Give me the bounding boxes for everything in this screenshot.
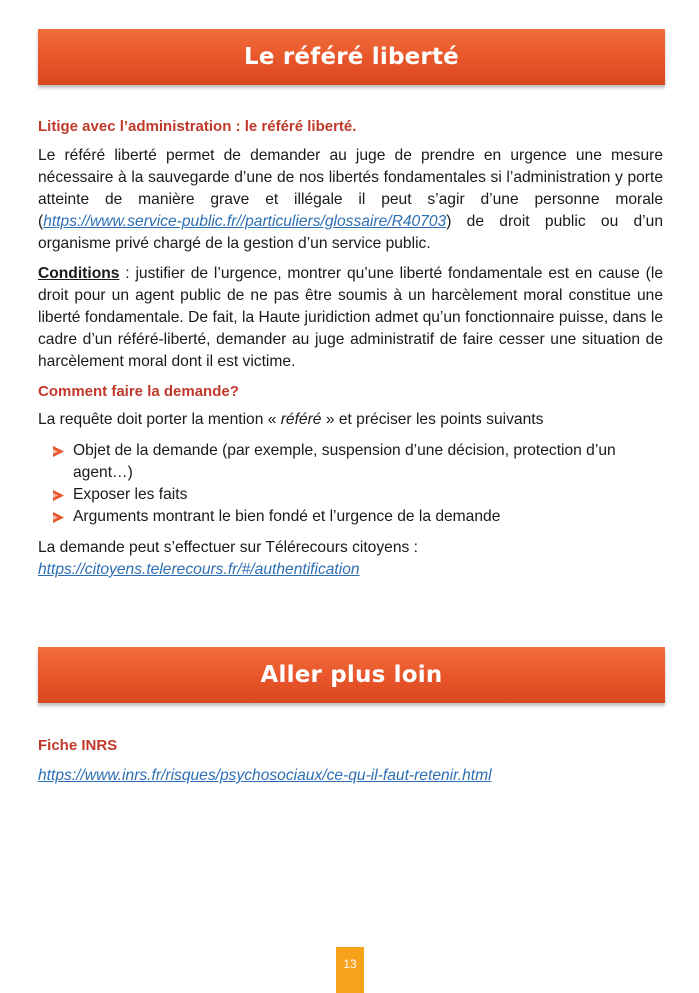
service-public-link[interactable]: https://www.service-public.fr//particuliers/glossaire/R40703 [43,213,447,230]
paragraph-conditions [38,263,663,373]
bullet-text: Exposer les faits [73,486,188,503]
triangle-arrow-icon [52,511,65,524]
section-banner-aller-plus-loin [38,647,665,703]
subheading-fiche-inrs: Fiche INRS [38,737,118,754]
requete-text: La requête doit porter la mention « [38,411,281,428]
triangle-arrow-icon [52,489,65,502]
paragraph-requete [38,409,663,431]
conditions-label: Conditions [38,265,120,282]
intro-text: Le référé liberté permet de demander au juge de prendre en urgence une mesure nécessaire à la sauvegarde d’une de nos libertés fondamentales si l’administration y porte atteinte de manière grave et illégale il peut s’agir d’une personne morale ( [38,147,663,230]
paragraph-telerecours [38,537,663,581]
triangle-arrow-icon [52,445,65,458]
subheading-litige: Litige avec l’administration : le référé liberté. [38,118,357,135]
section-referé-content [38,118,663,581]
list-item [38,440,663,484]
section-title: Aller plus loin [260,662,443,688]
section-title: Le référé liberté [244,44,459,70]
telerecours-link[interactable]: https://citoyens.telerecours.fr/#/authentification [38,561,360,578]
list-item [38,484,663,506]
section-banner-referé [38,29,665,85]
bullet-list [38,440,663,528]
requete-text-end: » et préciser les points suivants [321,411,544,428]
intro-text-end: ) de droit public ou d’un organisme privé chargé de la gestion d’un service public. [38,213,663,252]
telerecours-text: La demande peut s’effectuer sur Télérecours citoyens : [38,539,418,556]
requete-emphasis: référé [280,411,322,428]
section-aller-plus-loin-content [38,737,663,787]
page-number-text: 13 [343,957,357,971]
conditions-text: : justifier de l’urgence, montrer qu’une liberté fondamentale est en cause (le droit pour un agent public de ne pas être soumis à un harcèlement moral constitue une liberté fondamentale. De fait, la Haute juridiction admet qu’un fonctionnaire puisse, dans le cadre d’un référé-liberté, demander au juge administratif de faire cesser une situation de harcèlement moral dont il est victime. [38,265,663,370]
bullet-text: Arguments montrant le bien fondé et l’urgence de la demande [73,508,501,525]
subheading-demande: Comment faire la demande? [38,383,239,400]
paragraph-intro [38,145,663,255]
paragraph-inrs-link [38,765,663,787]
page-number [336,947,364,993]
list-item [38,506,663,528]
bullet-text: Objet de la demande (par exemple, suspension d’une décision, protection d’un agent…) [73,442,616,481]
inrs-link[interactable]: https://www.inrs.fr/risques/psychosociaux/ce-qu-il-faut-retenir.html [38,767,492,784]
